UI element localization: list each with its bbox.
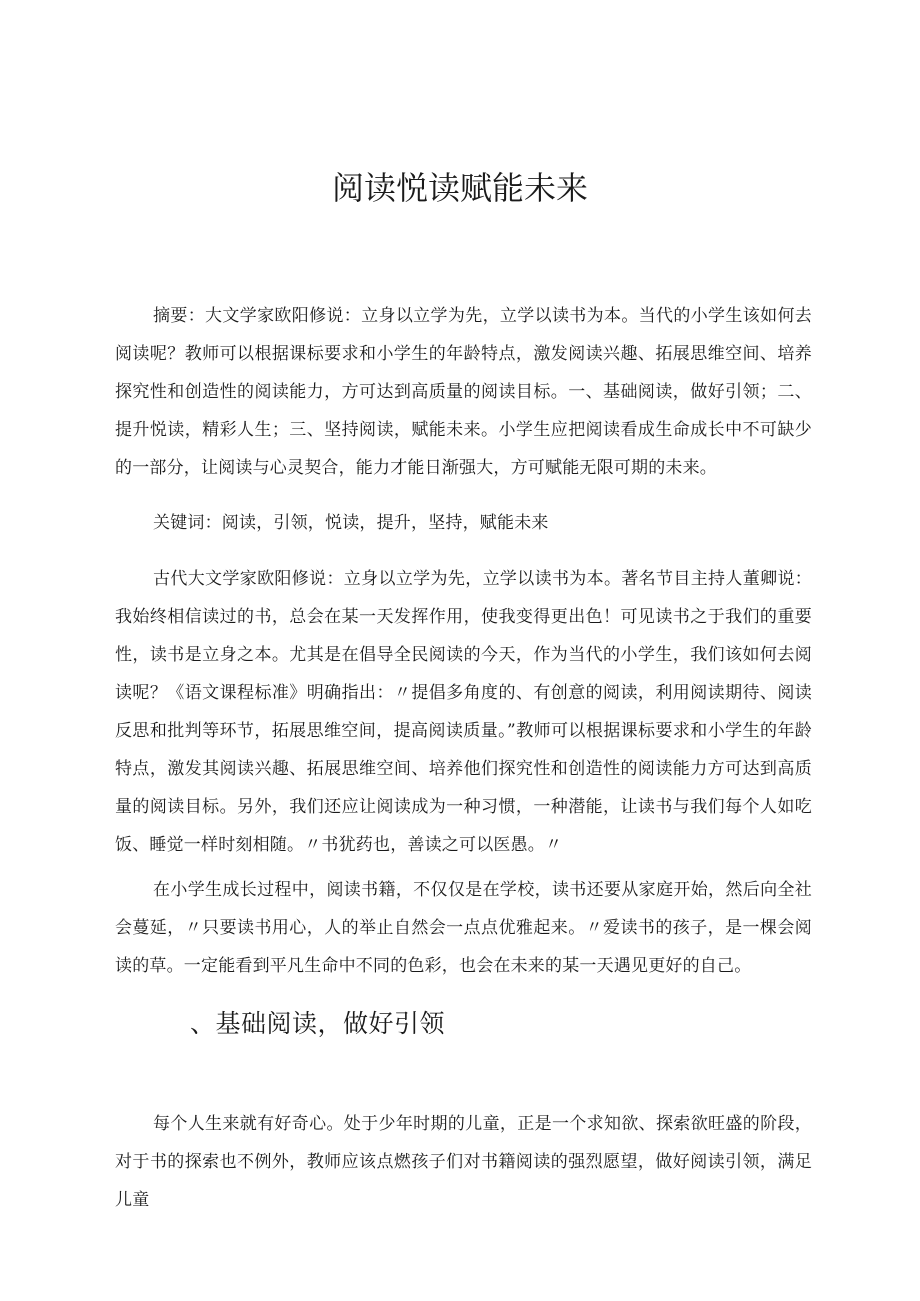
keywords-line: 关键词：阅读，引领，悦读，提升，坚持，赋能未来 xyxy=(153,513,549,533)
document-title: 阅读悦读赋能未来 xyxy=(331,169,588,207)
abstract-paragraph: 摘要：大文学家欧阳修说：立身以立学为先，立学以读书为本。当代的小学生该如何去阅读呢？教师可以根据课标要求和小学生的年龄特点，激发阅读兴趣、拓展思维空间、培养探究性和创造性的阅读能力，方可达到高质量的阅读目标。一、基础阅读，做好引领；二、提升悦读，精彩人生；三、坚持阅读，赋能未来。小学生应把阅读看成生命成长中不可缺少的一部分，让阅读与心灵契合，能力才能日渐强大，方可赋能无限可期的未来。 xyxy=(115,306,812,478)
growth-paragraph: 在小学生成长过程中，阅读书籍，不仅仅是在学校，读书还要从家庭开始，然后向全社会蔓延，〃只要读书用心，人的举止自然会一点点优雅起来。〃爱读书的孩子，是一棵会阅读的草。一定能看到平凡生命中不同的色彩，也会在未来的某一天遇见更好的自己。 xyxy=(115,880,812,976)
section-body-paragraph: 每个人生来就有好奇心。处于少年时期的儿童，正是一个求知欲、探索欲旺盛的阶段，对于书的探索也不例外，教师应该点燃孩子们对书籍阅读的强烈愿望，做好阅读引领，满足儿童 xyxy=(115,1114,812,1210)
intro-paragraph: 古代大文学家欧阳修说：立身以立学为先，立学以读书为本。著名节目主持人董卿说：我始终相信读过的书，总会在某一天发挥作用，使我变得更出色！可见读书之于我们的重要性，读书是立身之本。尤其是在倡导全民阅读的今天，作为当代的小学生，我们该如何去阅读呢？《语文课程标准》明确指出：〃提倡多角度的、有创意的阅读，利用阅读期待、阅读反思和批判等环节，拓展思维空间，提高阅读质量。”教师可以根据课标要求和小学生的年龄特点，激发其阅读兴趣、拓展思维空间、培养他们探究性和创造性的阅读能力方可达到高质量的阅读目标。另外，我们还应让阅读成为一种习惯，一种潜能，让读书与我们每个人如吃饭、睡觉一样时刻相随。〃书犹药也，善读之可以医愚。〃 xyxy=(115,569,812,855)
section-heading: 、基础阅读，做好引领 xyxy=(190,1009,446,1038)
